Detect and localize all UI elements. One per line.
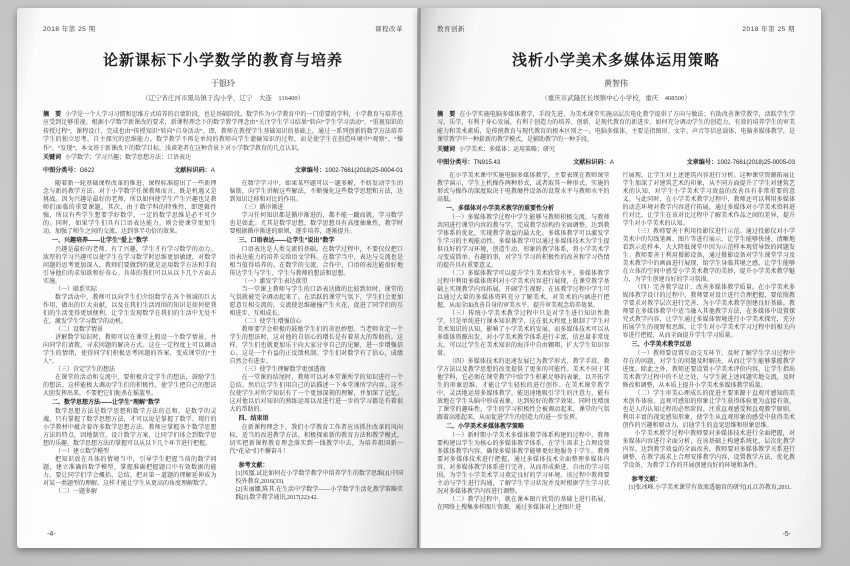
- body-item: （二）使学生增强信心: [241, 319, 302, 326]
- abstract-text: 小学是一个人学习习惯和思维方式培养的启蒙阶段，也是基础阶段。数学作为小学教育中的一门重要的学科，小学教育与培养也应受到足够重视。根据小学数学新课改的要求，新课程理念下的数学教学理念由“关注学生学习结果”转向“学生学习活动”、“重视知识的传授过程”，课程设计、完成也由“传授知识”转向“自身活动”。即，教师在教授学生基础知识的基础上，通过一系列创新的数学方法培养学生的独立思考、自主探究的思维能力。数学教学不再是单纯的教师向学生灌输知识的过程，而是使学生在创造环境中“观察”、“操作”、“发现”。本文基于新课改下的数学目标，浅谈笔者在这种背景下对小学数学教育的几点认识。: [43, 112, 403, 152]
- body-item: 教师要学会积极的鼓励学生们的奇思妙想。当老师肯定一个学生的想法时，这对他的自信心的增长是有着莫大的帮助的。这样，学生们也就更加乐于向大家分享自己的见解，进一步增强信心。这是一个有益的正反馈机制。学生们对数学有了信心，成绩自然会有进步。: [229, 327, 403, 366]
- body-item: （三）循序渐进: [241, 205, 284, 212]
- issue-label: 2018 年第 25 期: [742, 26, 795, 33]
- clc-number: 中图分类号：TN915.43: [437, 159, 501, 167]
- body-item: 在课堂的活动和交流中，要积极肯定学生的想法，鼓励学生的想法。这样能极大调动学生们的积极性，使学生把自己的想法大胆发挥出来，不要把它们扼杀在摇篮里。: [43, 375, 217, 398]
- body-item: 兴趣是最好的老师。有了兴趣，学生才有学习数学的动力。浓厚的学习兴趣可以使学生在学习数学时思维更加敏捷，对数学问题的思考更加深入。教师们要做到的就是运用数学方法和手段引导他们的求知欲和好奇心。具体的我们可以从以下几个方面去实施。: [43, 247, 217, 286]
- clc-number: 中图分类号：G622: [43, 167, 95, 175]
- page-left: [17, 8, 419, 548]
- body-item: （二）设数学情景: [55, 327, 104, 334]
- body-item: 口语表达是人类交流的基础。在数学过程中，不要仅仅把口语表达能力的培养交给语文学科。在数学当中，表达与交流也是相当值得培养的。在数学的交流、合作中，口语的表达能很好地传达学生与学生、学生与教师的想法和思想。: [229, 247, 403, 278]
- body-item: 一、兴趣培养——让学生“爱上”数学: [52, 238, 149, 245]
- body-item: 把知识放在具体的情境当中，引导学生把握当前的数学问题，建立准确的数学模型，掌握准确把握题目中有效数据的能力。要让同学们学会概括、总结，把对第一道题的理解延伸成为对某一类题型的理解。这样才能让学生从更高的角度理解数学。: [43, 457, 217, 488]
- body-item: 学习任何知识都是循序渐进的，都不能一蹴而就，学习数学也是如此。尤其是数学思想，数学思想具有高度抽象性，教学时要根据循序渐进的原则，逐步培养，逐渐提升。: [229, 213, 403, 236]
- page-header: [437, 24, 795, 33]
- article-author: 黄智伟: [604, 79, 628, 88]
- keywords-label: 关键词: [43, 155, 62, 162]
- body-item: （三）肯定学生的想法: [55, 367, 116, 374]
- body-item: 小学美术教学过程中教师要对多媒体技术进行全面把握，对多媒体内容进行全面分析，在该基础上构建系统化、层次化教学内容，达到教学效益的全面改善。教师要对多媒体教学关系进行调整，在教学需求上合理安排教学内容，设置教学方法，优化教学设备，为教学工作的开展创建良好的环境和条件。: [622, 431, 795, 470]
- body-item: （二）一题多解: [55, 489, 98, 496]
- keywords-label: 关键词: [437, 146, 456, 153]
- abstract: [43, 111, 403, 153]
- body-item: （一）建立数学模型: [55, 449, 110, 456]
- document-code: 文献标识码：A: [174, 167, 215, 175]
- body-column-2: [623, 172, 796, 524]
- body-item: （四）多媒体技术的迅速发展已为教学形式、教学手段、教学方法以及教学思想的改变提供了更多的可能性。美术不同于其他学科，它必须在课堂教学中给学生积累足够的表象，以开拓学生的形象思维，才能让学生轻松的进行创作。在美术课堂教学中，灵活地运用多媒体教学，能迅速地吸引学生的注意力，能有效地在学生头脑中形成表象，达到较好的教学效果。同时也增加了课堂的趣味性，学生的学习积极性会被调动起来，课堂的气氛跟着高涨起来，从而促进学生的创造力的进一步发挥。: [437, 359, 610, 422]
- abstract-label: 摘 要: [437, 112, 456, 118]
- body-item: 参考文献：: [631, 477, 662, 484]
- body-item: （一）新时期小学美术多媒体教学体系构建的过程中，教师要构建以学生为核心的多媒体教学体系，在学生需求上合理设置多媒体教学内容，确保多媒体教学能够更好地服务于学生。教师要对多媒体技术进行把握，通过多媒体技术全面整理多媒体内容，对多媒体教学体系进行完善，从而形成渐进、自由的学习氛围，为学生小学美术学习奠定良好的学习环境。该过程中教师要主动与学生进行沟通，了解学生学习状况并及时根据学生学习状况对多媒体教学内容进行调整。: [437, 433, 610, 496]
- article-title: 论新课标下小学数学的教育与培养: [102, 52, 343, 69]
- body-item: 在数学学习中，如果某些题可以一题多解，不妨发动学生的脑筋，向学生讲解这些解法，不断强化这些数学思想和方法，达到知识迁移和对比的作用。: [229, 181, 403, 204]
- body-item: （一）联系实际: [55, 287, 98, 294]
- article-meta: [437, 157, 795, 166]
- body-item: 当一堂课上教师与学生的口语表达做的比较到位时，课堂的气氛就被完全调动起来了。在活跃的课堂气氛下，学生们会更加愿意互相交流的，交流使思维碰撞产生火花，促进了同学们的互相进步、互相成长。: [229, 287, 403, 318]
- body-item: （三）使学生理解数学更加透彻: [241, 367, 326, 374]
- body-item: 三、小学美术教学反思: [631, 342, 692, 349]
- abstract: [437, 111, 795, 145]
- section-label: 课程改革: [375, 26, 403, 33]
- body-item: 四、结束语: [238, 416, 269, 423]
- body-item: （二）教学过程中，就在课本图片欣赏的基础上进行拓展，在网络上搜集多样图片资源，通过多媒体对上述图片进: [437, 497, 610, 512]
- page-number: -5-: [782, 531, 791, 538]
- spine-shadow: [417, 8, 421, 548]
- body-item: 参考文献：: [238, 463, 269, 470]
- body-item: [1]凤凰.试论如何在小学数学教学中培养学生的数学思维[J].中国校外教育,2016(33).: [235, 471, 403, 486]
- body-item: [2]朱丽娜,陈其.在生活中学数学——小学数学生活化教学策略实践[J].数学教学通讯,2017(22):42.: [235, 487, 403, 502]
- article-number: 文章编号：1002-7661(2018)25-0004-01: [294, 167, 403, 175]
- body-item: 二、数学思想方法——让学生“理解”数学: [52, 400, 161, 407]
- body-item: （一）激发学生表达欲望: [241, 279, 308, 286]
- page-number: -4-: [47, 531, 56, 538]
- body-item: （三）教师要善于利用投影仪进行示范。通过投影仪对小学美术中的勾线笔画、图片等进行展示，让学生能够快速、清晰地看到示范样本，大大降低课堂中因为示范样本观赏导致的问题发生。教师要善于利用摄影设备，通过摄影设备对学生课堂学习及美术教学中的画面进行展现，给学生身临其境之感，让学生能够在立体的空间中感受小学美术教学的美妙，提升小学美术教学魅力，为学生创建良好的学习氛围。: [622, 229, 795, 284]
- body-item: [1]张冰峰.小学美术课堂有效渗透德育的研究[J].江苏教育,2011.: [628, 485, 792, 492]
- body-item: 随着新一轮基础课程改革的推进，课程标准提出了一些新理念与新的教学方法。对于小学数学任课教师而言，既是机遇又是挑战。因为兴趣是最好的老师，所以如何使学生产生兴趣也是教师们面临的重要课题。其次，由于数学科的特殊性，即逻辑性强，所以有些学生想要学好数学，一定的数学思维是必不可少的。同时，如果学生们具有口语表达能力，则会使课堂更加生动，加强了师生之间的交流，达到事半功倍的效果。: [43, 181, 217, 236]
- body-item: （三）传统小学美术教学过程中只是对学生进行知识性教学，只是单纯进行课本知识教学，这在很大程度上限制了学生对美术知识的认知，影响了小学美术的发展。而多媒体技术可以从多媒体资源出发，对小学美术教学体系进行丰富，信息量非常庞大，可以让学生在美术知识的海洋中自由翱翔，扩大学生知识容量。: [437, 311, 610, 358]
- article-number: 文章编号：1002-7661(2018)25-0005-03: [686, 159, 795, 167]
- abstract-text: 在小学实施电脑多媒体教学，手段先进，为美术课堂实施高层次电化教学提供了方向与做法；有助改善课堂教学，活跃学生学习，乐学，有利于身心发展，有利于创造力的培养、创新，是现代教育的新进步。如何充分调动学生的创造力，有效的培养学生的审美能力和美术素质，是传统教育与现代教育的根本区别之一。电脑多媒体，主要是指图形、文字、声音等信息载体，电脑多媒体教学，是课堂教学中一种崭新的教学模式，是辅助教学的一种手段。: [437, 112, 795, 144]
- article-body: [43, 180, 403, 532]
- body-item: 在小学美术课中实施电脑多媒体教学，主要表现在教师课堂教学演示，学生上机操作两种形式，或者取其一种形式。实施的形式与操作的深度取决于电教硬件设备的设置水平与教师水平的高低。: [437, 173, 610, 204]
- section-label: 教育创新: [437, 26, 465, 33]
- body-item: 三、口语表达——让学生“说出”数学: [238, 238, 335, 245]
- body-column-1: [43, 180, 217, 532]
- article-title: 浅析小学美术多媒体运用策略: [511, 52, 720, 69]
- keywords: [437, 146, 795, 154]
- article-affiliation: （辽宁省庄河市黑岛镇于沟小学，辽宁 大连 116400）: [141, 95, 305, 102]
- body-item: 一、多媒体对小学美术教学的重要性分析: [446, 206, 555, 213]
- article-affiliation: （重庆市武隆区长坝镇中心小学校，重庆 408500）: [541, 95, 691, 102]
- body-item: 数学活动中，教师可以向学生们介绍数学在各个领域的巨大作用、做出的巨大贡献，以及在我们生活周围的知识是如何使我们的生活变得更加便利，让学生发现数学在我们的生活中无处不在，激发学生学习数学的动机。: [43, 295, 217, 326]
- body-item: （二）多媒体教学可以提升学生美术欣赏水平。多媒体教学过程中利用多媒体资料对小学美术内容进行展现，在课堂教学基础上实现教学内容拓展，开阔学生视野。在该教学过程中学生可以通过大量的多媒体资料充分了解美术，对美术的内涵进行把握，从而全面改善自身的审美水平，提升审美观念培养效果。: [437, 271, 610, 310]
- body-item: 讲解数学知识时，教师可以在课堂上假设一个数学情景，并向同学们请教，寻求问题的解决方式。这在一定程度上可以调动学生的情绪，使得同学们积极思考问题的答案，变成课堂的“主人”。: [43, 335, 217, 366]
- body-item: （一）教师要设置互动交互环节，及时了解学生学习过程中存在的问题，对学生的问题及时解决，从而让学生能够掌握教学进度。除此之外，教师还要设置小学美术评价内容，让学生指出美术教学过程中的不足之处，与学生就上述问题实地交流，及时修改和调整，从本质上提升小学美术多媒体教学质量。: [622, 351, 795, 390]
- article-author: 于银玲: [211, 79, 235, 88]
- keywords-text: 小学数学；学习兴趣；数学思想方法；口语表达: [65, 155, 192, 162]
- article-meta: [43, 165, 403, 174]
- article-body: [437, 172, 795, 524]
- body-column-2: [230, 180, 404, 532]
- page-right: [419, 8, 821, 548]
- body-item: （一）多媒体教学过程中学生能够与教师积极交流，与教师共同进行课堂内容的教与学，完成教学结构的全面调整，达到教学体系的优化，实现教学效益的最大化。多媒体教学可以激发学生学习的主观能动性。多媒体教学可以通过多媒体技术为学生提供良好的学习环境，创造生动、形象的教学体系，将小学美术学习变成简单、有趣的事，对学生学习的积极性的改善和学习热情的提升具有重要意义。: [437, 215, 610, 270]
- body-item: 行展现，让学生对上述建筑内容进行分析。这种课堂资源拓展让学生加深了对建筑艺术的印象，从不同方面提升了学生对建筑艺术的认知，对学生小学美术学习效益的改善具有非常重要的意义。与此同时，在小学美术教学过程中，教师还可以利用多媒体的动态环境对教学内容进行拓展，通过多媒体对小学美术资料进行对比，让学生在该对比过程中了解美术作品之间的差异，提升学生对小学美术的认知。: [622, 173, 795, 228]
- keywords-text: 小学美术；多媒体；运用策略；研究: [459, 146, 556, 153]
- journal-spread: [17, 8, 833, 550]
- body-item: （四）完善教学设计，改善多媒体教学质量。在小学美术多媒体教学设计的过程中，教师要对设计进行合理把握，要依照教学要求对教学层次进行完善，为小学美术教学创建良好基础。教师要在多媒体教学中适当融入其他教学方法，在多媒体中设置探究式教学内容，让学生通过多媒体情境进行小学美术探究，充分拓展学生的视野和思维，让学生对小学美术学习过程中的相关内容进行把握，从而全面提升学生学习质量。: [622, 285, 795, 340]
- keywords: [43, 154, 403, 162]
- body-item: 数学思想方法是数学思想和数学方法的总和，是数学的灵魂。只有掌握了数学思想方法，才可以说是掌握了数学。现行的小学教材中蕴含着许多数学思想方法。教师应掌握各个数学思想方法的特点，因地制宜、设计数学方案，让同学们体会到数学思想的乐趣。数学思想方法的掌握可以从以下几个环节进行把握。: [43, 409, 217, 448]
- abstract-label: 摘 要: [43, 112, 62, 118]
- body-item: 二、小学美术多媒体教学策略: [446, 424, 525, 431]
- body-item: 在一堂课的结尾时，教师可以对本堂课所学的知识进行一个总结。然后让学生们用自己的话描述一下本堂课所学内容。这不仅使学生对所学知识有了一个更加深刻的理解，并加深了记忆。这对他以后对知识的熟练运用以及进行进一步的学习都是有着很大的帮助的。: [229, 375, 403, 414]
- page-header: [43, 24, 403, 33]
- body-item: （二）学生审美心理成长的促进主要来源于直观可感知的美术创作体验。直观可感知的形象让学生获得体验更为直接有效，也是人的认知过程的必然阶段。注重直观感受和直观教学原则，利用丰富的视觉感知形象，使学生从直观形象的感受中获得美术创作的兴趣和原动力，启迪学生的直觉思维和形象思维。: [622, 391, 795, 430]
- issue-label: 2018 年第 25 期: [43, 26, 96, 33]
- body-item: 在新课程理念下，我们小学教育工作者应该抓住改革的风向标，适当的改进教学方法，积极探索新的教育方法和教学模式，切实把新课程教育理念落实到一线教学中去，为培养祖国新一代“花朵”们不懈奋斗！: [229, 425, 403, 456]
- body-column-1: [437, 172, 610, 524]
- document-code: 文献标识码：A: [573, 159, 614, 167]
